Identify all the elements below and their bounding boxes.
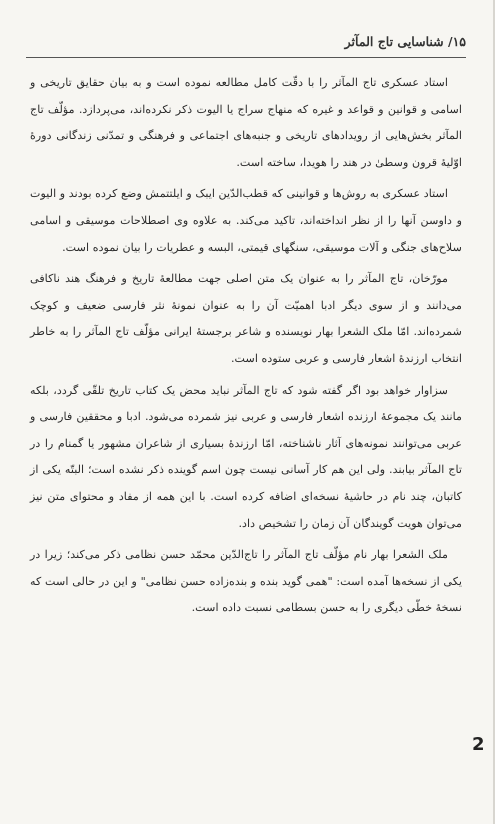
- paragraph-5: ملک الشعرا بهار نام مؤلّف تاج المآثر را تاج‌الدّین محمّد حسن نظامی ذکر می‌کند؛ زیرا در یکی از نسخه‌ها آمده است: "همی گوید بنده و بنده‌زاده حسن نظامی" و این در حالی است که نسخهٔ خطّی دیگری را به حسن بسطامی نسبت داده است.: [30, 548, 462, 615]
- paragraph-1: استاد عسکری تاج المآثر را با دقّت کامل مطالعه نموده است و به بیان حقایق تاریخی و اسامی و قوانین و قواعد و غیره که منهاج سراج یا الیوت ذکر نکرده‌اند، می‌پردازد. مؤلّف تاج المآثر بخش‌هایی از رویدادهای تاریخی و جنبه‌های اجتماعی و فرهنگی و تمدّنی زندگانی دورهٔ اوّلیهٔ قرون وسطیٰ در هند را هویدا، ساخته است.: [30, 76, 462, 169]
- page-marker: 2: [472, 734, 485, 755]
- paragraph-4: سزاوار خواهد بود اگر گفته شود که تاج المآثر نباید محض یک کتاب تاریخ تلقّی گردد، بلکه مانند یک مجموعهٔ ارزنده اشعار فارسی و عربی نیز شمرده می‌شود. ادبا و محققین فارسی و عربی می‌توانند نمونه‌های آثار ناشناخته، امّا ارزندهٔ بسیاری از شاعران مشهور یا گمنام را در تاج المآثر بیابند. ولی این هم کار آسانی نیست چون اسم گوینده ذکر نشده است؛ البتّه یکی از کاتبان، چند نام در حاشیهٔ نسخه‌ای اضافه کرده است. با این همه از مفاد و محتوای متن نیز می‌توان هویت گویندگان آن زمان را تشخیص داد.: [30, 383, 462, 530]
- header-divider: [26, 57, 466, 58]
- running-header: ۱۵/ شناسایی تاج المآثر: [344, 34, 466, 49]
- page-body: [30, 70, 462, 627]
- paragraph-2: استاد عسکری به روش‌ها و قوانینی که قطب‌الدّین ایبک و ایلتتمش وضع کرده بودند و الیوت و داوسن آنها را از نظر انداخته‌اند، تاکید می‌کند. به علاوه وی اصطلاحات موسیقی و اسامی سلاح‌های جنگی و آلات موسیقی، سنگهای قیمتی، البسه و عطریات را بیان نموده است.: [29, 187, 462, 254]
- paragraph-3: مورّخان، تاج المآثر را به عنوان یک متن اصلی جهت مطالعهٔ تاریخ و فرهنگ هند ناکافی می‌دانند و از سوی دیگر ادبا اهمیّت آن را به عنوان نمونهٔ نثر فارسی ضعیف و کوچک شمرده‌اند. امّا ملک الشعرا بهار نویسنده و شاعر برجستهٔ ایرانی مؤلّف تاج المآثر را به خاطر انتخاب ارزندهٔ اشعار فارسی و عربی ستوده است.: [30, 272, 462, 365]
